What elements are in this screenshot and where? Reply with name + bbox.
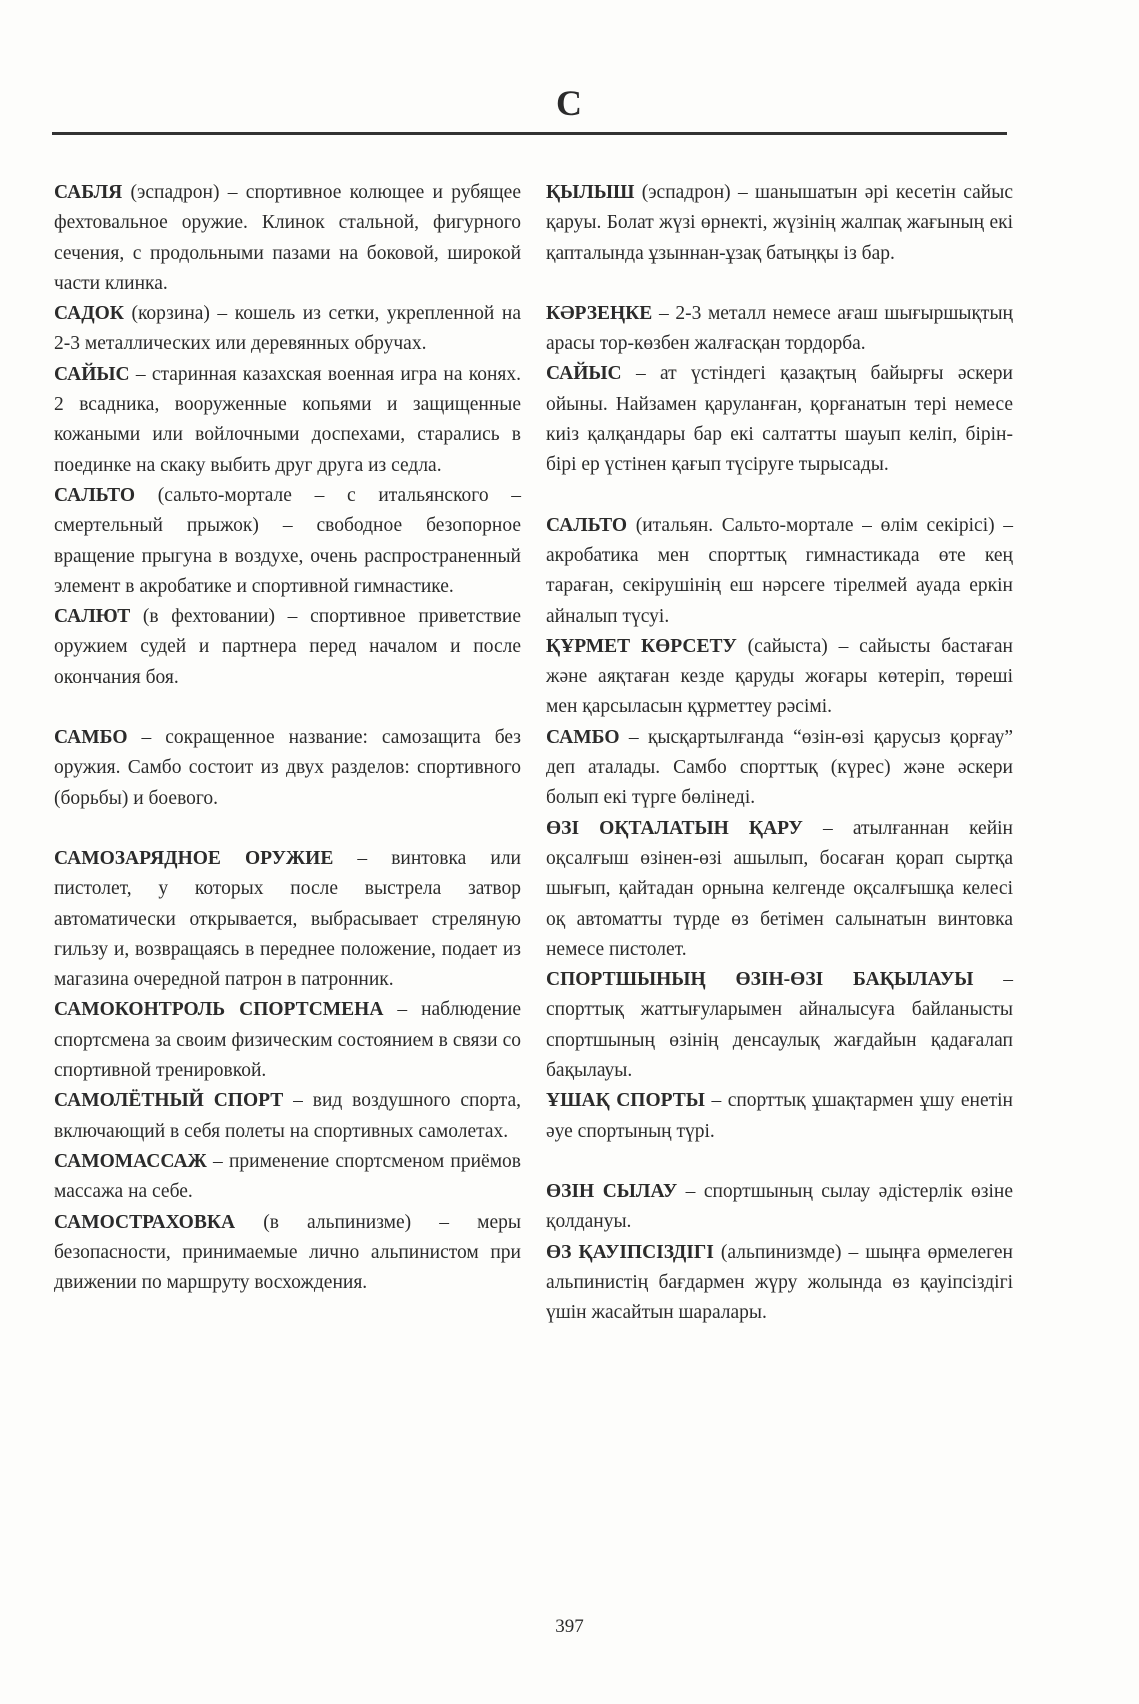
entry-definition: – вид воздушного спорта, включающий в себя полеты на спортивных самолетах. xyxy=(54,1090,521,1142)
entry-definition: – спорттық жаттығуларымен айналысуға байланысты спортшының өзінің денсаулық жағдайын қадағалап бақылауы. xyxy=(546,969,1013,1082)
entry-definition: – наблюдение спортсмена за своим физическим состоянием в связи со спортивной тренировкой. xyxy=(54,999,521,1082)
entry-term: САМБО xyxy=(54,727,128,749)
entry-definition: – атылғаннан кейін оқсалғыш өзінен-өзі ашылып, босаған қорап сыртқа шығып, қайтадан орнына келгенде оқсалғышқа келесі оқ автоматты түрде өз бетімен салынатын винтовка немесе пистолет. xyxy=(546,817,1013,960)
entry-definition: – 2-3 металл немесе ағаш шығыршықтың арасы тор-көзбен жалғасқан тордорба. xyxy=(546,302,1013,355)
entry-term: САМОМАССАЖ xyxy=(54,1150,207,1172)
entry-definition: (итальян. Сальто-мортале – өлім секірісі) – акробатика мен спорттық гимнастикада өте кең тараған, секірушінің еш нәрсеге тірелмей ауада еркін айналып түсуі. xyxy=(546,514,1013,627)
entry-kurmet-korsetu xyxy=(546,632,1013,723)
entry-definition: (эспадрон) – шанышатын әрі кесетін сайыс қаруы. Болат жүзі өрнекті, жүзінің жалпақ жағының екі қапталында ұзыннан-ұзақ батыңқы із бар. xyxy=(546,182,1013,264)
russian-column xyxy=(54,178,521,1298)
header-rule xyxy=(52,132,1007,135)
entry-term: САМБО xyxy=(546,726,620,748)
entry-sambo-kz xyxy=(546,723,1013,814)
entry-samokontrol xyxy=(54,995,521,1086)
section-letter: С xyxy=(556,83,583,123)
entry-karzenke xyxy=(546,299,1013,360)
entry-definition: (сальто-мортале – с итальянского – смертельный прыжок) – свободное безопорное вращение прыгуна в воздухе, очень распространенный элемент в акробатике и спортивной гимнастике. xyxy=(54,484,521,597)
entry-saiys-kz xyxy=(546,359,1013,480)
entry-ozin-sylau xyxy=(546,1177,1013,1238)
entry-samoletny-sport xyxy=(54,1086,521,1147)
entry-term: САЛЬТО xyxy=(54,484,136,506)
entry-term: САБЛЯ xyxy=(54,182,123,203)
entry-definition: – спорттық ұшақтармен ұшу енетін әуе спортының түрі. xyxy=(546,1090,1013,1142)
entry-term: САМОСТРАХОВКА xyxy=(54,1211,236,1233)
entry-definition: – қысқартылғанда “өзін-өзі қарусыз қорғау” деп аталады. Самбо спорттық (күрес) және әскери болып екі түрге бөлінеді. xyxy=(546,726,1013,809)
entry-sablya xyxy=(54,178,521,299)
entry-samozaryadnoe-oruzhie xyxy=(54,844,521,995)
entry-salto-kz xyxy=(546,511,1013,632)
entry-sadok xyxy=(54,299,521,360)
entry-kylysh xyxy=(546,178,1013,269)
entry-term: ӨЗІ ОҚТАЛАТЫН ҚАРУ xyxy=(546,817,803,839)
entry-definition: (сайыста) – сайысты бастаған және аяқтаған кезде қаруды жоғары көтеріп, төреші мен қарсыласын құрметтеу рәсімі. xyxy=(546,635,1013,718)
entry-oz-kauipsizdigi xyxy=(546,1238,1013,1329)
entry-term: САМОЛЁТНЫЙ СПОРТ xyxy=(54,1090,284,1112)
entry-term: СПОРТШЫНЫҢ ӨЗІН-ӨЗІ БАҚЫЛАУЫ xyxy=(546,969,974,991)
entry-sportshynyn-bakylauy xyxy=(546,965,1013,1086)
entry-samostrakhovka xyxy=(54,1208,521,1299)
entry-term: ӨЗ ҚАУІПСІЗДІГІ xyxy=(546,1241,714,1263)
entry-ushak-sporty xyxy=(546,1086,1013,1147)
entry-term: ҚЫЛЫШ xyxy=(546,182,635,203)
entry-term: ҰШАҚ СПОРТЫ xyxy=(546,1090,705,1112)
entry-term: ҚҰРМЕТ КӨРСЕТУ xyxy=(546,635,737,657)
entry-samomassazh xyxy=(54,1147,521,1208)
page-number: 397 xyxy=(555,1616,584,1637)
entry-term: САЙЫС xyxy=(546,363,622,385)
entry-term: САМОКОНТРОЛЬ СПОРТСМЕНА xyxy=(54,999,384,1021)
entry-salyut xyxy=(54,602,521,693)
entry-definition: – старинная казахская военная игра на конях. 2 всадника, вооруженные копьями и защищенные кожаными или войлочными доспехами, старались в поединке на скаку выбить друг друга из седла. xyxy=(54,363,521,476)
entry-definition: (в альпинизме) – меры безопасности, принимаемые лично альпинистом при движении по маршруту восхождения. xyxy=(54,1211,521,1294)
entry-definition: (альпинизмде) – шыңға өрмелеген альпинистің бағдармен жүру жолында өз қауіпсіздігі үшін жасайтын шаралары. xyxy=(546,1241,1013,1324)
kazakh-column xyxy=(546,178,1013,1328)
entry-term: КӘРЗЕҢКЕ xyxy=(546,302,653,324)
entry-term: ӨЗІН СЫЛАУ xyxy=(546,1180,678,1202)
entry-term: САМОЗАРЯДНОЕ ОРУЖИЕ xyxy=(54,847,334,869)
entry-definition: (корзина) – кошель из сетки, укрепленной на 2-3 металлических или деревянных обручах. xyxy=(54,303,521,355)
entry-definition: – спортшының сылау әдістерлік өзіне қолдануы. xyxy=(546,1180,1014,1233)
entry-definition: (эспадрон) – спортивное колющее и рубящее фехтовальное оружие. Клинок стальной, фигурного сечения, с продольными пазами на боковой, широкой части клинка. xyxy=(54,182,521,294)
entry-term: САЛЬТО xyxy=(546,514,628,536)
entry-definition: (в фехтовании) – спортивное приветствие оружием судей и партнера перед началом и после окончания боя. xyxy=(54,606,521,688)
entry-term: САДОК xyxy=(54,303,124,325)
entry-salto xyxy=(54,481,521,602)
entry-definition: – применение спортсменом приёмов массажа на себе. xyxy=(54,1150,521,1203)
entry-saiys xyxy=(54,360,521,481)
entry-term: САЙЫС xyxy=(54,363,130,385)
entry-ozi-oktalatyn-karu xyxy=(546,814,1013,965)
entry-definition: – сокращенное название: самозащита без оружия. Самбо состоит из двух разделов: спортивного (борьбы) и боевого. xyxy=(54,727,521,809)
entry-term: САЛЮТ xyxy=(54,606,131,628)
entry-definition: – винтовка или пистолет, у которых после выстрела затвор автоматически открывается, выбрасывает стреляную гильзу и, возвращаясь в переднее положение, подает из магазина очередной патрон в патронник. xyxy=(54,847,521,991)
entry-definition: – ат үстіндегі қазақтың байырғы әскери ойыны. Найзамен қаруланған, қорғанатын тері немесе киіз қалқандары бар екі салтатты шауып келіп, бірін-бірі ер үстінен қағып түсіруге тырысады. xyxy=(546,363,1013,476)
entry-sambo xyxy=(54,723,521,814)
